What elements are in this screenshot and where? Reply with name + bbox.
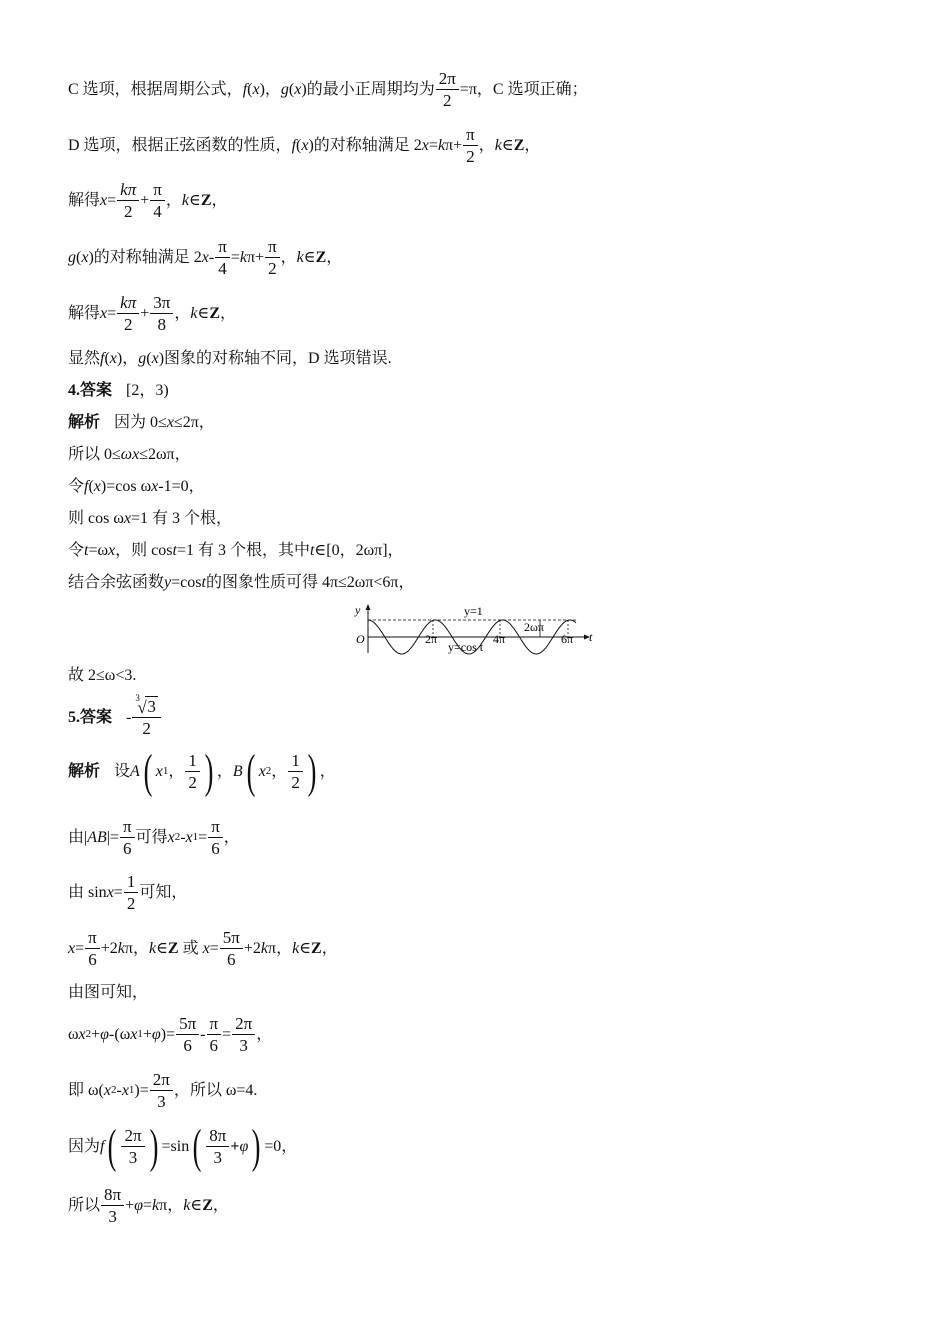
ab-line (68, 818, 240, 858)
t-symbol: t (309, 542, 315, 559)
subscript: 2 (110, 1084, 117, 1097)
fraction (232, 1015, 255, 1055)
solve-line-1 (68, 181, 228, 221)
denominator: 6 (227, 949, 236, 969)
text: + (142, 1025, 152, 1043)
text: 设 (114, 762, 131, 780)
let-line: 令 f ( x ) =cos ω x -1=0， (68, 478, 205, 495)
denominator: 2 (268, 258, 277, 278)
numerator: 5π (176, 1015, 199, 1035)
x-symbol: x (106, 883, 114, 901)
text: ， (478, 136, 495, 154)
text: ， (326, 248, 343, 266)
text: 的图象性质可得 4π≤2ωπ<6π， (205, 574, 415, 591)
sin-line (68, 873, 187, 913)
x-symbol: x (100, 191, 108, 209)
text: =sin (161, 1137, 190, 1155)
f-symbol: f (291, 136, 297, 154)
denominator: 8 (157, 314, 167, 334)
fraction (120, 818, 135, 858)
answer-label: 5.答案 (68, 708, 113, 726)
text: = (209, 939, 219, 957)
text: + (125, 1196, 135, 1214)
text: 的对称轴满足 2 (93, 248, 202, 266)
x-symbol: x (252, 80, 260, 98)
denominator: 6 (88, 949, 97, 969)
text: 可得 (135, 828, 168, 846)
text: ， (211, 191, 228, 209)
point-b-symbol: B (232, 762, 243, 780)
denominator: 2 (126, 893, 136, 913)
k-symbol: k (292, 939, 300, 957)
text: ∈ (197, 304, 210, 322)
numerator: π (265, 238, 280, 258)
text: - (208, 248, 215, 266)
text: 故 2≤ω<3. (68, 667, 137, 684)
omega-line (68, 1015, 272, 1055)
fraction (117, 181, 139, 221)
obvious-line: 显然 f ( x ) ， g ( x ) 图象的对称轴不同，D 选项错误. (68, 350, 392, 367)
solutions-line (68, 929, 338, 969)
text: ， (216, 762, 233, 780)
y-axis-arrow-icon (366, 604, 371, 610)
denominator: 3 (128, 1147, 138, 1167)
f-symbol: f (100, 1137, 105, 1155)
denominator: 4 (153, 201, 162, 221)
text: )= (134, 1081, 149, 1099)
numerator: 8π (101, 1186, 124, 1206)
denominator: 2 (123, 201, 133, 221)
solve-line-2 (68, 294, 236, 334)
numerator: 2π (121, 1127, 144, 1147)
x-symbol: x (258, 762, 266, 780)
fraction (124, 873, 139, 913)
ie-line (68, 1071, 257, 1111)
text: =ω (88, 542, 109, 559)
denominator: 6 (211, 838, 220, 858)
fraction (150, 181, 165, 221)
fraction (132, 693, 161, 738)
text: π， (267, 939, 293, 957)
text: )= (160, 1025, 176, 1043)
text: ≤2π， (173, 414, 215, 431)
text: 可知， (139, 883, 188, 901)
text: ，则 cos (115, 542, 173, 559)
omega-x-symbol: ωx (120, 446, 140, 463)
text: =1 有 3 个根， (130, 510, 233, 527)
numerator: π (463, 126, 478, 146)
text: ≤2ωπ， (139, 446, 191, 463)
denominator: 6 (123, 838, 132, 858)
integers-symbol: Z (513, 136, 525, 154)
x-symbol: x (123, 510, 131, 527)
fraction (185, 752, 200, 792)
numerator: 3π (150, 294, 173, 314)
g-axis-line: g ( x ) 的对称轴满足 2 x - $\frac{\pi}{4}$ = k π+ $\frac{\pi}{2}$ ， k ∈ Z ， (68, 237, 343, 278)
y-axis-label: y (355, 603, 361, 617)
x-symbol: x (294, 80, 302, 98)
text: 由 sin (68, 883, 107, 901)
text: 图象的对称轴不同，D 选项错误. (164, 350, 392, 367)
t-symbol: t (84, 542, 89, 559)
root-index: 3 (135, 693, 140, 703)
ab-symbol: AB (87, 828, 107, 846)
text: = (75, 939, 85, 957)
fraction (463, 126, 478, 166)
y-symbol: y (164, 574, 172, 591)
numerator: 1 (185, 752, 200, 772)
text: ， (256, 1025, 273, 1043)
text: = (428, 136, 438, 154)
text: ， (165, 191, 182, 209)
text: =cos ω (106, 478, 152, 495)
text: ∈ (501, 136, 514, 154)
t-axis-label: t (589, 630, 593, 644)
text: = (113, 883, 123, 901)
denominator: 6 (209, 1035, 219, 1055)
numerator: π (208, 818, 223, 838)
text: ， (219, 304, 236, 322)
g-symbol: g (280, 80, 289, 98)
text: 令 (68, 478, 85, 495)
fraction (101, 1186, 124, 1226)
fraction (150, 1071, 173, 1111)
subscript: 2 (85, 1028, 92, 1041)
phi-symbol: φ (100, 1025, 110, 1043)
denominator: 2 (123, 314, 133, 334)
x-symbol: x (81, 248, 89, 266)
denominator: 4 (218, 258, 227, 278)
text: 结合余弦函数 (68, 574, 165, 591)
numerator: π (120, 818, 135, 838)
tick-2wpi-label: 2ωπ (524, 620, 544, 634)
answer-value: [2，3) (126, 382, 169, 399)
text: ∈[0，2ωπ]， (314, 542, 404, 559)
f-symbol: f (84, 478, 89, 495)
integers-symbol: Z (167, 939, 179, 957)
text: ， (168, 762, 185, 780)
text: π+ (246, 248, 265, 266)
k-symbol: k (181, 191, 189, 209)
integers-symbol: Z (202, 1196, 213, 1214)
x-symbol: x (78, 1025, 86, 1043)
text: =π，C 选项正确； (459, 80, 588, 98)
x-symbol: x (100, 304, 108, 322)
numerator: π (207, 1015, 222, 1035)
subscript: 1 (162, 765, 169, 778)
so-line (68, 447, 191, 463)
text: -(ω (109, 1025, 131, 1043)
text: =1 有 3 个根，其中 (176, 542, 310, 559)
text: = (230, 248, 240, 266)
fraction (207, 1015, 222, 1055)
curve-label: y=cos t (448, 640, 484, 654)
integers-symbol: Z (209, 304, 220, 322)
x-symbol: x (155, 762, 163, 780)
text: π， (124, 939, 149, 957)
x-symbol: x (130, 1025, 138, 1043)
x-symbol: x (108, 542, 116, 559)
denominator: 2 (142, 718, 151, 738)
text: =cos (171, 574, 202, 591)
text: 显然 (68, 350, 101, 367)
text: = (143, 1196, 153, 1214)
text: ， (271, 762, 288, 780)
integers-symbol: Z (311, 939, 322, 957)
x-symbol: x (166, 414, 174, 431)
fraction (220, 929, 243, 969)
text: ， (524, 136, 541, 154)
x-symbol: x (301, 136, 309, 154)
numerator: kπ (117, 181, 139, 201)
text: +2 (243, 939, 261, 957)
text: + (140, 304, 150, 322)
k-symbol: k (296, 248, 304, 266)
fraction (436, 70, 459, 110)
text: |= (106, 828, 119, 846)
f-symbol: f (242, 80, 248, 98)
g-symbol: g (138, 350, 147, 367)
tick-6pi-label: 6π (561, 632, 574, 646)
let2-line (68, 543, 404, 559)
fraction (117, 294, 139, 334)
c-option-line: C 选项，根据周期公式， f ( x ) ， g ( x ) 的最小正周期均为 $\frac{2\pi}{2}$ =π，C 选项正确； (68, 69, 588, 110)
phi-symbol: φ (239, 1137, 249, 1155)
text: ∈ (156, 939, 168, 957)
analysis-5-line: 解析 设 A ( x 1 ， $\frac{1}{2}$ ) ， B ( x 2 ， $\frac{1}{2}$ ) ， (68, 744, 336, 798)
denominator: 2 (466, 146, 475, 166)
text: + (230, 1137, 240, 1155)
x-symbol: x (202, 939, 210, 957)
text: 或 (178, 939, 203, 957)
text: = (222, 1025, 232, 1043)
denominator: 2 (188, 772, 197, 792)
numerator: π (150, 181, 165, 201)
phi-symbol: φ (134, 1196, 143, 1214)
so2-line (68, 1186, 229, 1226)
text: ， (212, 1196, 229, 1214)
text: 的最小正周期均为 (306, 80, 435, 98)
text: ∈ (188, 191, 201, 209)
x-symbol: x (121, 1081, 129, 1099)
answer-label: 4.答案 (68, 382, 113, 399)
fraction (150, 294, 173, 334)
integers-symbol: Z (315, 248, 327, 266)
tick-2pi-label: 2π (425, 632, 438, 646)
x-symbol: x (109, 350, 117, 367)
text: = (107, 191, 117, 209)
d-option-line: D 选项，根据正弦函数的性质， f ( x ) 的对称轴满足 2 x = k π+ $\frac{\pi}{2}$ ， k ∈ Z ， (68, 125, 541, 166)
numerator: 1 (124, 873, 139, 893)
denominator: 3 (108, 1206, 117, 1226)
text: ， (174, 304, 191, 322)
denominator: 3 (213, 1147, 223, 1167)
text: ∈ (190, 1196, 203, 1214)
text: - (116, 1081, 122, 1099)
text: = (107, 304, 117, 322)
fraction (176, 1015, 199, 1055)
x-symbol: x (93, 478, 101, 495)
fraction (85, 929, 100, 969)
fraction (121, 1127, 144, 1167)
thus-line (68, 668, 136, 684)
f-symbol: f (100, 350, 105, 367)
integers-symbol: Z (200, 191, 212, 209)
point-a-symbol: A (130, 762, 140, 780)
numerator: 5π (220, 929, 243, 949)
text: 即 ω( (68, 1081, 104, 1099)
numerator: 8π (206, 1127, 229, 1147)
text: =0， (264, 1137, 298, 1155)
text: ， (223, 828, 240, 846)
x-symbol: x (103, 1081, 111, 1099)
fraction (215, 238, 230, 278)
x-symbol: x (185, 828, 193, 846)
text: = (198, 828, 208, 846)
combine-line (68, 575, 415, 591)
text: 所以 0≤ (68, 446, 121, 463)
text: D 选项，根据正弦函数的性质， (68, 136, 292, 154)
text: 的对称轴满足 2 (313, 136, 422, 154)
numerator: kπ (117, 294, 139, 314)
denominator: 6 (183, 1035, 192, 1055)
subscript: 2 (265, 765, 272, 778)
k-symbol: k (494, 136, 502, 154)
k-symbol: k (183, 1196, 191, 1214)
numerator: 2π (232, 1015, 255, 1035)
fraction (265, 238, 280, 278)
radicand: 3 (147, 697, 156, 716)
x-symbol: x (151, 350, 159, 367)
text: + (140, 191, 150, 209)
k-symbol: k (437, 136, 446, 154)
fraction (206, 1127, 229, 1167)
text: ∈ (303, 248, 316, 266)
analysis-4-line (68, 415, 215, 431)
x-symbol: x (151, 478, 159, 495)
text: -1=0， (158, 478, 205, 495)
subscript: 1 (137, 1028, 143, 1041)
cube-root: 3 √ 3 (135, 693, 156, 717)
analysis-label: 解析 (68, 762, 101, 780)
subscript: 1 (192, 831, 199, 844)
text: - (180, 828, 186, 846)
text: ∈ (299, 939, 312, 957)
numerator: π (215, 238, 230, 258)
x-symbol: x (68, 939, 76, 957)
analysis-label: 解析 (68, 414, 101, 431)
then-line (68, 511, 232, 527)
text: 解得 (68, 191, 101, 209)
text: - (126, 708, 132, 726)
tick-4pi-label: 4π (493, 632, 506, 646)
numerator: π (85, 929, 100, 949)
text: π， (159, 1196, 184, 1214)
text: + (91, 1025, 101, 1043)
text: 因为 (68, 1137, 101, 1155)
y-equals-1-label: y=1 (464, 604, 483, 618)
x-symbol: x (167, 828, 175, 846)
denominator: 2 (291, 772, 300, 792)
subscript: 1 (128, 1084, 135, 1097)
text: - (200, 1025, 206, 1043)
text: ， (280, 248, 297, 266)
text: C 选项，根据周期公式， (68, 80, 243, 98)
g-symbol: g (68, 248, 76, 266)
denominator: 3 (239, 1035, 248, 1055)
k-symbol: k (239, 248, 247, 266)
k-symbol: k (148, 939, 157, 957)
origin-label: O (356, 632, 365, 646)
k-symbol: k (152, 1196, 160, 1214)
figure-line (68, 985, 148, 1001)
because-line: 因为 f ( $\frac{2\pi}{3}$ ) =sin ( $\frac{8\pi}{3}$ + φ ) =0， (68, 1119, 298, 1173)
text: π+ (445, 136, 463, 154)
fraction (208, 818, 223, 858)
text: ， (321, 939, 338, 957)
text: 由图可知， (68, 984, 149, 1001)
text: ， (319, 762, 336, 780)
k-symbol: k (117, 939, 125, 957)
text: 令 (68, 542, 85, 559)
x-symbol: x (421, 136, 429, 154)
numerator: 2π (436, 70, 459, 90)
text: ， (122, 350, 139, 367)
text: +2 (100, 939, 118, 957)
denominator: 2 (443, 90, 452, 110)
text: 则 cos ω (68, 510, 124, 527)
numerator: 1 (288, 752, 303, 772)
k-symbol: k (190, 304, 198, 322)
phi-symbol: φ (151, 1025, 161, 1043)
text: ω (68, 1025, 79, 1043)
k-symbol: k (260, 939, 268, 957)
text: 因为 0≤ (114, 414, 167, 431)
x-symbol: x (201, 248, 209, 266)
text: ， (264, 80, 281, 98)
numerator: 2π (150, 1071, 173, 1091)
answer-4-line (68, 383, 169, 399)
text: 由| (68, 828, 88, 846)
text: 解得 (68, 304, 101, 322)
answer-5-line (68, 693, 162, 738)
cosine-graph (352, 603, 602, 655)
t-symbol: t (201, 574, 206, 591)
text: ，所以 ω=4. (173, 1081, 258, 1099)
subscript: 2 (174, 831, 181, 844)
fraction (288, 752, 303, 792)
denominator: 3 (157, 1091, 166, 1111)
text: 所以 (68, 1196, 101, 1214)
t-symbol: t (172, 542, 177, 559)
